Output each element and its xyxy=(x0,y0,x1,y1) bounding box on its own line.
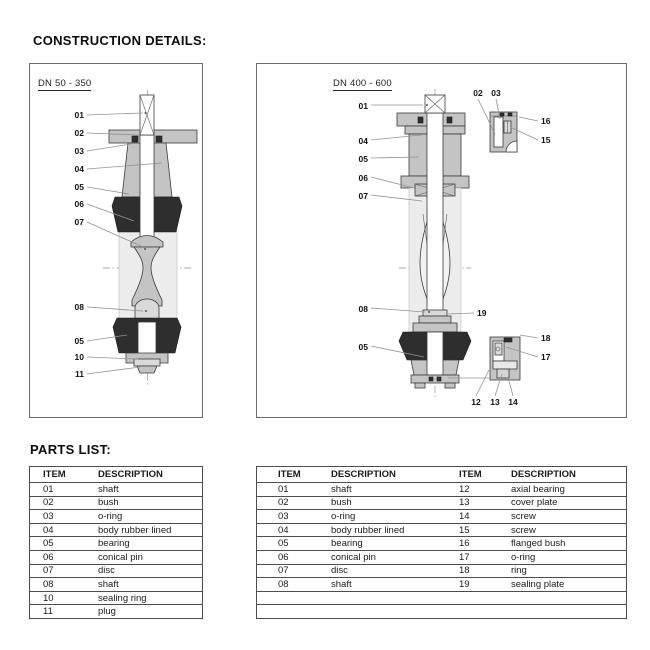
description-cell: conical pin xyxy=(98,550,202,564)
description-cell: bush xyxy=(98,496,202,510)
description-cell: bush xyxy=(331,496,459,510)
table-header-row xyxy=(257,467,626,483)
callout-05b: 05 xyxy=(358,342,368,352)
description-cell-2 xyxy=(511,605,626,618)
description-cell-2: o-ring xyxy=(511,550,626,564)
description-cell: conical pin xyxy=(331,550,459,564)
callout-04: 04 xyxy=(74,164,84,174)
item-cell-2: 14 xyxy=(459,510,511,524)
table-row xyxy=(257,496,626,510)
table-row xyxy=(30,578,202,592)
description-cell-2: axial bearing xyxy=(511,483,565,495)
table-header-row xyxy=(30,467,202,483)
table-row xyxy=(30,564,202,578)
item-cell: 02 xyxy=(257,496,331,510)
callout-08: 08 xyxy=(358,304,368,314)
table-row xyxy=(30,496,202,510)
table-row xyxy=(30,483,202,497)
table-row xyxy=(30,550,202,564)
description-cell: bearing xyxy=(98,537,202,551)
diagram-panel-dn50-350 xyxy=(29,63,203,418)
callout-15: 15 xyxy=(541,135,551,145)
item-cell: 03 xyxy=(257,510,331,524)
item-cell: 04 xyxy=(257,523,331,537)
description-cell: plug xyxy=(98,605,202,618)
callout-03: 03 xyxy=(491,88,501,98)
table-row xyxy=(257,550,626,564)
callout-18: 18 xyxy=(541,333,551,343)
valve-cross-section-dn400-600 xyxy=(257,64,626,417)
table-row xyxy=(30,605,202,618)
item-cell: 06 xyxy=(257,550,331,564)
description-cell-2: flanged bush xyxy=(511,537,626,551)
description-cell: sealing ring xyxy=(98,591,202,605)
item-cell xyxy=(257,605,331,618)
item-cell: 01 xyxy=(43,483,54,495)
description-cell: o-ring xyxy=(331,510,459,524)
item-cell: 01 xyxy=(278,483,289,495)
item-cell: 05 xyxy=(30,537,98,551)
valve-cross-section-dn50-350 xyxy=(30,64,202,417)
callout-13: 13 xyxy=(490,397,500,407)
table-row xyxy=(257,578,626,592)
callout-08: 08 xyxy=(74,302,84,312)
description-cell-2: ring xyxy=(511,564,626,578)
item-cell: 02 xyxy=(30,496,98,510)
callout-05: 05 xyxy=(358,154,368,164)
table-row xyxy=(257,483,626,497)
description-header: DESCRIPTION xyxy=(331,467,459,483)
item-cell: 03 xyxy=(30,510,98,524)
callout-17: 17 xyxy=(541,352,551,362)
item-cell: 08 xyxy=(257,578,331,592)
item-cell: 10 xyxy=(30,591,98,605)
sealing-plate xyxy=(423,310,447,316)
item-cell-2: 19 xyxy=(459,578,511,592)
callout-06: 06 xyxy=(358,173,368,183)
item-cell: 05 xyxy=(257,537,331,551)
bottom-plate xyxy=(411,375,459,383)
table-row xyxy=(257,537,626,551)
item-cell: 07 xyxy=(30,564,98,578)
description-cell: o-ring xyxy=(98,510,202,524)
callout-05b: 05 xyxy=(74,336,84,346)
callout-04: 04 xyxy=(358,136,368,146)
description-cell-2: sealing plate xyxy=(511,578,626,592)
table-row xyxy=(257,564,626,578)
callout-02: 02 xyxy=(473,88,483,98)
table-row xyxy=(257,591,626,605)
callout-03: 03 xyxy=(74,146,84,156)
item-cell: 08 xyxy=(30,578,98,592)
callout-19: 19 xyxy=(477,308,487,318)
item-cell-2: 15 xyxy=(459,523,511,537)
description-cell: shaft xyxy=(98,483,119,495)
callout-07: 07 xyxy=(74,217,84,227)
item-cell-2 xyxy=(459,605,511,618)
description-cell: shaft xyxy=(331,578,459,592)
item-cell-2: 12 xyxy=(459,483,470,495)
construction-details-title: CONSTRUCTION DETAILS: xyxy=(33,33,207,48)
callouts-left xyxy=(75,110,85,379)
parts-table-left xyxy=(29,466,203,619)
table-row xyxy=(257,523,626,537)
item-header: ITEM xyxy=(30,467,98,483)
item-cell: 06 xyxy=(30,550,98,564)
description-cell-2: screw xyxy=(511,523,626,537)
item-header: ITEM xyxy=(257,467,331,483)
description-cell: disc xyxy=(98,564,202,578)
callout-06: 06 xyxy=(74,199,84,209)
callout-01: 01 xyxy=(74,110,84,120)
callout-16: 16 xyxy=(541,116,551,126)
description-cell: shaft xyxy=(98,578,202,592)
callout-02: 02 xyxy=(74,128,84,138)
shaft-column xyxy=(427,113,443,313)
item-cell-2: 13 xyxy=(459,496,511,510)
description-cell-2: cover plate xyxy=(511,496,626,510)
description-cell: disc xyxy=(331,564,459,578)
parts-list-title: PARTS LIST: xyxy=(30,442,112,457)
table-row xyxy=(257,510,626,524)
callout-14: 14 xyxy=(508,397,518,407)
table-row xyxy=(30,591,202,605)
item-cell-2: 18 xyxy=(459,564,511,578)
callout-10: 10 xyxy=(74,352,84,362)
table-row xyxy=(30,523,202,537)
shaft-column xyxy=(140,135,154,247)
description-cell-2: screw xyxy=(511,510,626,524)
callout-01: 01 xyxy=(358,101,368,111)
callout-07: 07 xyxy=(358,191,368,201)
table-row xyxy=(30,510,202,524)
item-cell-2 xyxy=(459,591,511,605)
parts-table-right xyxy=(256,466,627,619)
description-cell-2 xyxy=(511,591,626,605)
item-cell: 11 xyxy=(30,605,98,618)
description-cell: body rubber lined xyxy=(98,523,202,537)
item-cell: 04 xyxy=(30,523,98,537)
item-cell-2: 16 xyxy=(459,537,511,551)
diagram-panel-dn400-600 xyxy=(256,63,627,418)
description-cell: bearing xyxy=(331,537,459,551)
description-cell xyxy=(331,591,459,605)
table-row xyxy=(257,605,626,618)
callout-12: 12 xyxy=(471,397,481,407)
item-cell-2: 17 xyxy=(459,550,511,564)
bottom-detail-inset xyxy=(490,337,520,380)
callout-05: 05 xyxy=(74,182,84,192)
dn-range-label-right: DN 400 - 600 xyxy=(333,78,392,89)
item-cell: 07 xyxy=(257,564,331,578)
item-cell xyxy=(257,591,331,605)
description-cell xyxy=(331,605,459,618)
callout-11: 11 xyxy=(75,369,84,379)
description-cell: shaft xyxy=(331,483,352,495)
item-header-2: ITEM xyxy=(459,467,511,483)
dn-range-label-left: DN 50 - 350 xyxy=(38,78,92,89)
sealing-ring xyxy=(134,359,160,366)
description-header-2: DESCRIPTION xyxy=(511,467,626,483)
description-header: DESCRIPTION xyxy=(98,467,202,483)
table-row xyxy=(30,537,202,551)
description-cell: body rubber lined xyxy=(331,523,459,537)
